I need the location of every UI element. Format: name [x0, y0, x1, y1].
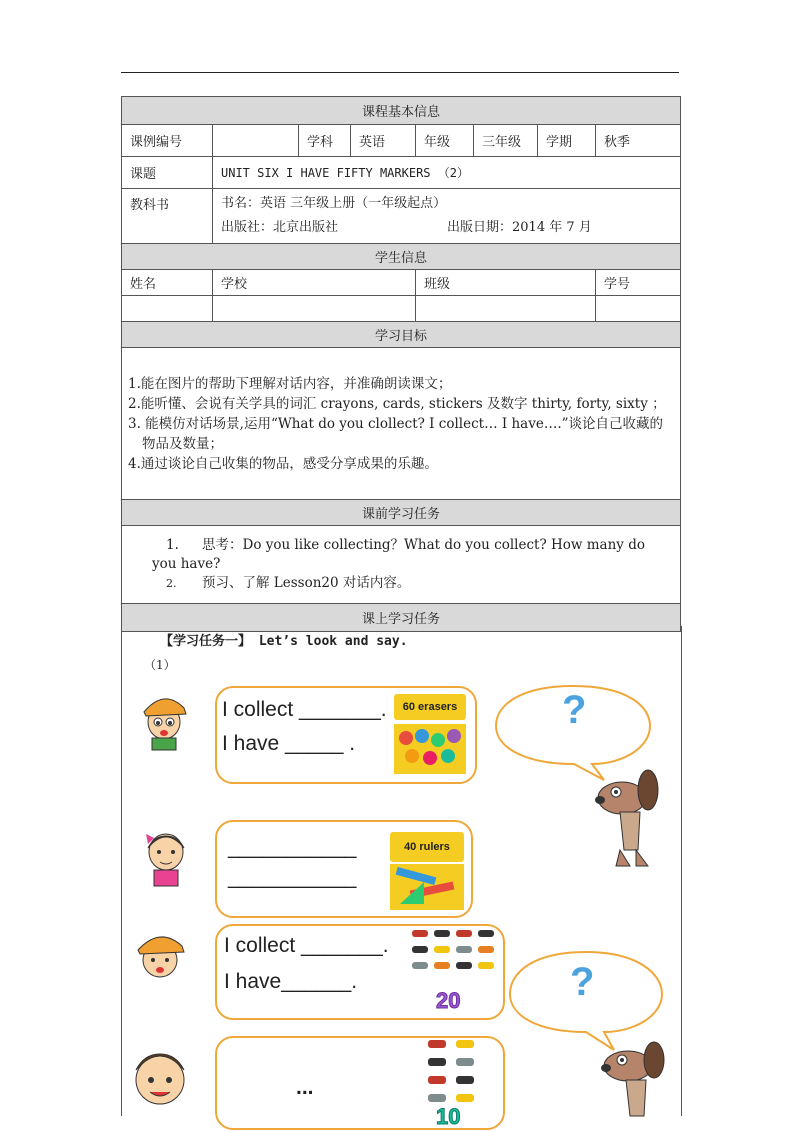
school-field[interactable]: [213, 296, 416, 322]
question-mark-2: ?: [570, 960, 595, 1004]
toy-cars-image-2: [426, 1038, 482, 1112]
subject-value: 英语: [351, 125, 416, 157]
task-scene: [121, 626, 682, 1129]
textbook-label: 教科书: [122, 189, 213, 244]
toy-cars-image: [410, 926, 498, 986]
name-field[interactable]: [122, 296, 213, 322]
bubble1-line2: I have _____ .: [222, 732, 356, 755]
goal-item: 2.能听懂、会说有关学具的词汇 crayons, cards, stickers 及数字 thirty, forty, sixty ；: [128, 395, 666, 412]
term-label: 学期: [538, 125, 596, 157]
bubble3-line1: I collect _______.: [224, 934, 389, 957]
goal-item: 3. 能模仿对话场景,运用“What do you clollect? I collect… I have….”谈论自己收藏的物品及数量；: [128, 415, 664, 452]
topic-label: 课题: [122, 157, 213, 189]
grade-value: 三年级: [474, 125, 538, 157]
student-info-header: 学生信息: [122, 244, 681, 270]
grade-label: 年级: [416, 125, 474, 157]
sub-label: （1）: [144, 658, 176, 672]
erasers-label: 60 erasers: [394, 694, 466, 720]
school-label: 学校: [213, 270, 416, 296]
publish-date: 出版日期：2014 年 7 月: [447, 220, 592, 235]
student-id-field[interactable]: [596, 296, 681, 322]
textbook-publisher-row: [221, 216, 672, 240]
course-table: [121, 96, 681, 632]
course-info-header: 课程基本信息: [122, 97, 681, 125]
boy-cap-illustration: [132, 926, 188, 988]
bubble4-ellipsis: ...: [296, 1076, 314, 1099]
bubble2-line1: ___________: [228, 836, 357, 859]
subject-label: 学科: [299, 125, 351, 157]
pre-task-item: 思考：Do you like collecting？What do you collect? How many do you have?: [152, 537, 645, 572]
pre-task-item: 预习、了解 Lesson20 对话内容。: [202, 575, 411, 591]
task1-title: 【学习任务一】 Let’s look and say.: [160, 634, 408, 649]
class-field[interactable]: [416, 296, 596, 322]
cars-count-10: 10: [436, 1104, 461, 1129]
girl-illustration: [138, 822, 194, 888]
erasers-image: [394, 724, 466, 774]
goals-header: 学习目标: [122, 322, 681, 348]
header-rule: [121, 72, 679, 73]
dog-illustration-2: [596, 1036, 676, 1116]
rulers-image: [390, 864, 464, 910]
publisher: 出版社：北京出版社: [221, 220, 339, 235]
student-id-label: 学号: [596, 270, 681, 296]
textbook-title: 书名：英语 三年级上册（一年级起点）: [221, 196, 447, 211]
class-tasks-header: 课上学习任务: [122, 604, 681, 632]
boy-illustration: [126, 1040, 196, 1116]
pre-task-num: 2.: [166, 577, 177, 590]
term-value: 秋季: [596, 125, 681, 157]
pre-tasks-list: [122, 526, 681, 604]
goals-list: [122, 348, 681, 500]
name-label: 姓名: [122, 270, 213, 296]
pre-tasks-header: 课前学习任务: [122, 500, 681, 526]
topic-value: UNIT SIX I HAVE FIFTY MARKERS （2）: [213, 157, 681, 189]
bubble2-line2: ___________: [228, 866, 357, 889]
bubble1-line1: I collect _______.: [222, 698, 387, 721]
case-number-label: 课例编号: [122, 125, 213, 157]
goal-item: 1.能在图片的帮助下理解对话内容，并准确朗读课文；: [128, 375, 452, 392]
class-label: 班级: [416, 270, 596, 296]
boy-cap-illustration: [138, 686, 190, 752]
cars-count-20: 20: [436, 988, 461, 1013]
question-mark-1: ?: [562, 688, 587, 732]
goal-item: 4.通过谈论自己收集的物品，感受分享成果的乐趣。: [128, 455, 438, 472]
bubble3-line2: I have______.: [224, 970, 358, 993]
case-number-value: [213, 125, 299, 157]
rulers-label: 40 rulers: [390, 832, 464, 862]
pre-task-num: 1.: [166, 537, 179, 553]
dog-illustration-1: [590, 762, 670, 872]
